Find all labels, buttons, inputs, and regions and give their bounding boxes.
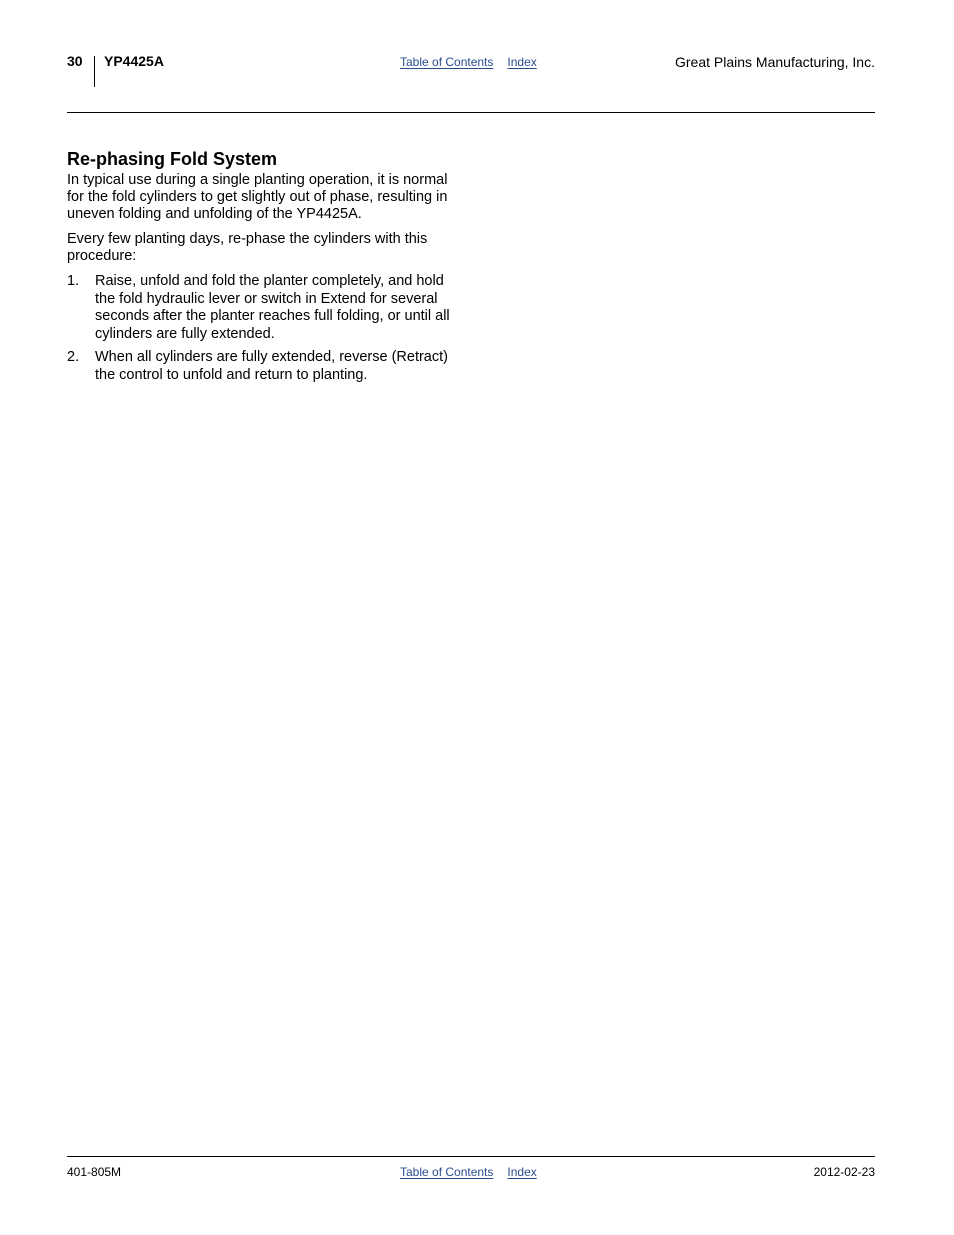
step-number: 2. (67, 349, 80, 365)
index-link[interactable]: Index (507, 1165, 537, 1179)
step-text: Raise, unfold and fold the planter completely, and hold the fold hydraulic lever or switch in Extend for several seconds after the planter reaches full folding, or until all cylinders are fully extended. (95, 273, 450, 342)
company-name: Great Plains Manufacturing, Inc. (675, 54, 875, 70)
model-name: YP4425A (104, 53, 164, 69)
section-title: Re-phasing Fold System (67, 149, 278, 169)
page-number: 30 (67, 53, 83, 69)
document-number: 401-805M (67, 1165, 122, 1179)
index-link[interactable]: Index (507, 55, 537, 69)
procedure-intro-paragraph: Every few planting days, re-phase the cylinders with this procedure: (67, 231, 428, 264)
table-of-contents-link[interactable]: Table of Contents (400, 55, 494, 69)
intro-paragraph: In typical use during a single planting operation, it is normal for the fold cylinders to get slightly out of phase, resulting in uneven folding and unfolding of the YP4425A. (67, 172, 448, 222)
header-rule (67, 112, 875, 113)
main-content (67, 148, 459, 390)
procedure-step (67, 349, 459, 384)
document-date: 2012-02-23 (813, 1165, 875, 1179)
footer-nav (400, 1164, 537, 1180)
header-nav (400, 54, 537, 70)
step-number: 1. (67, 273, 80, 289)
footer-rule (67, 1156, 875, 1157)
header-divider (94, 56, 95, 87)
procedure-step (67, 273, 459, 343)
table-of-contents-link[interactable]: Table of Contents (400, 1165, 494, 1179)
procedure-steps (67, 273, 459, 384)
step-text: When all cylinders are fully extended, reverse (Retract) the control to unfold and return to planting. (95, 349, 448, 383)
